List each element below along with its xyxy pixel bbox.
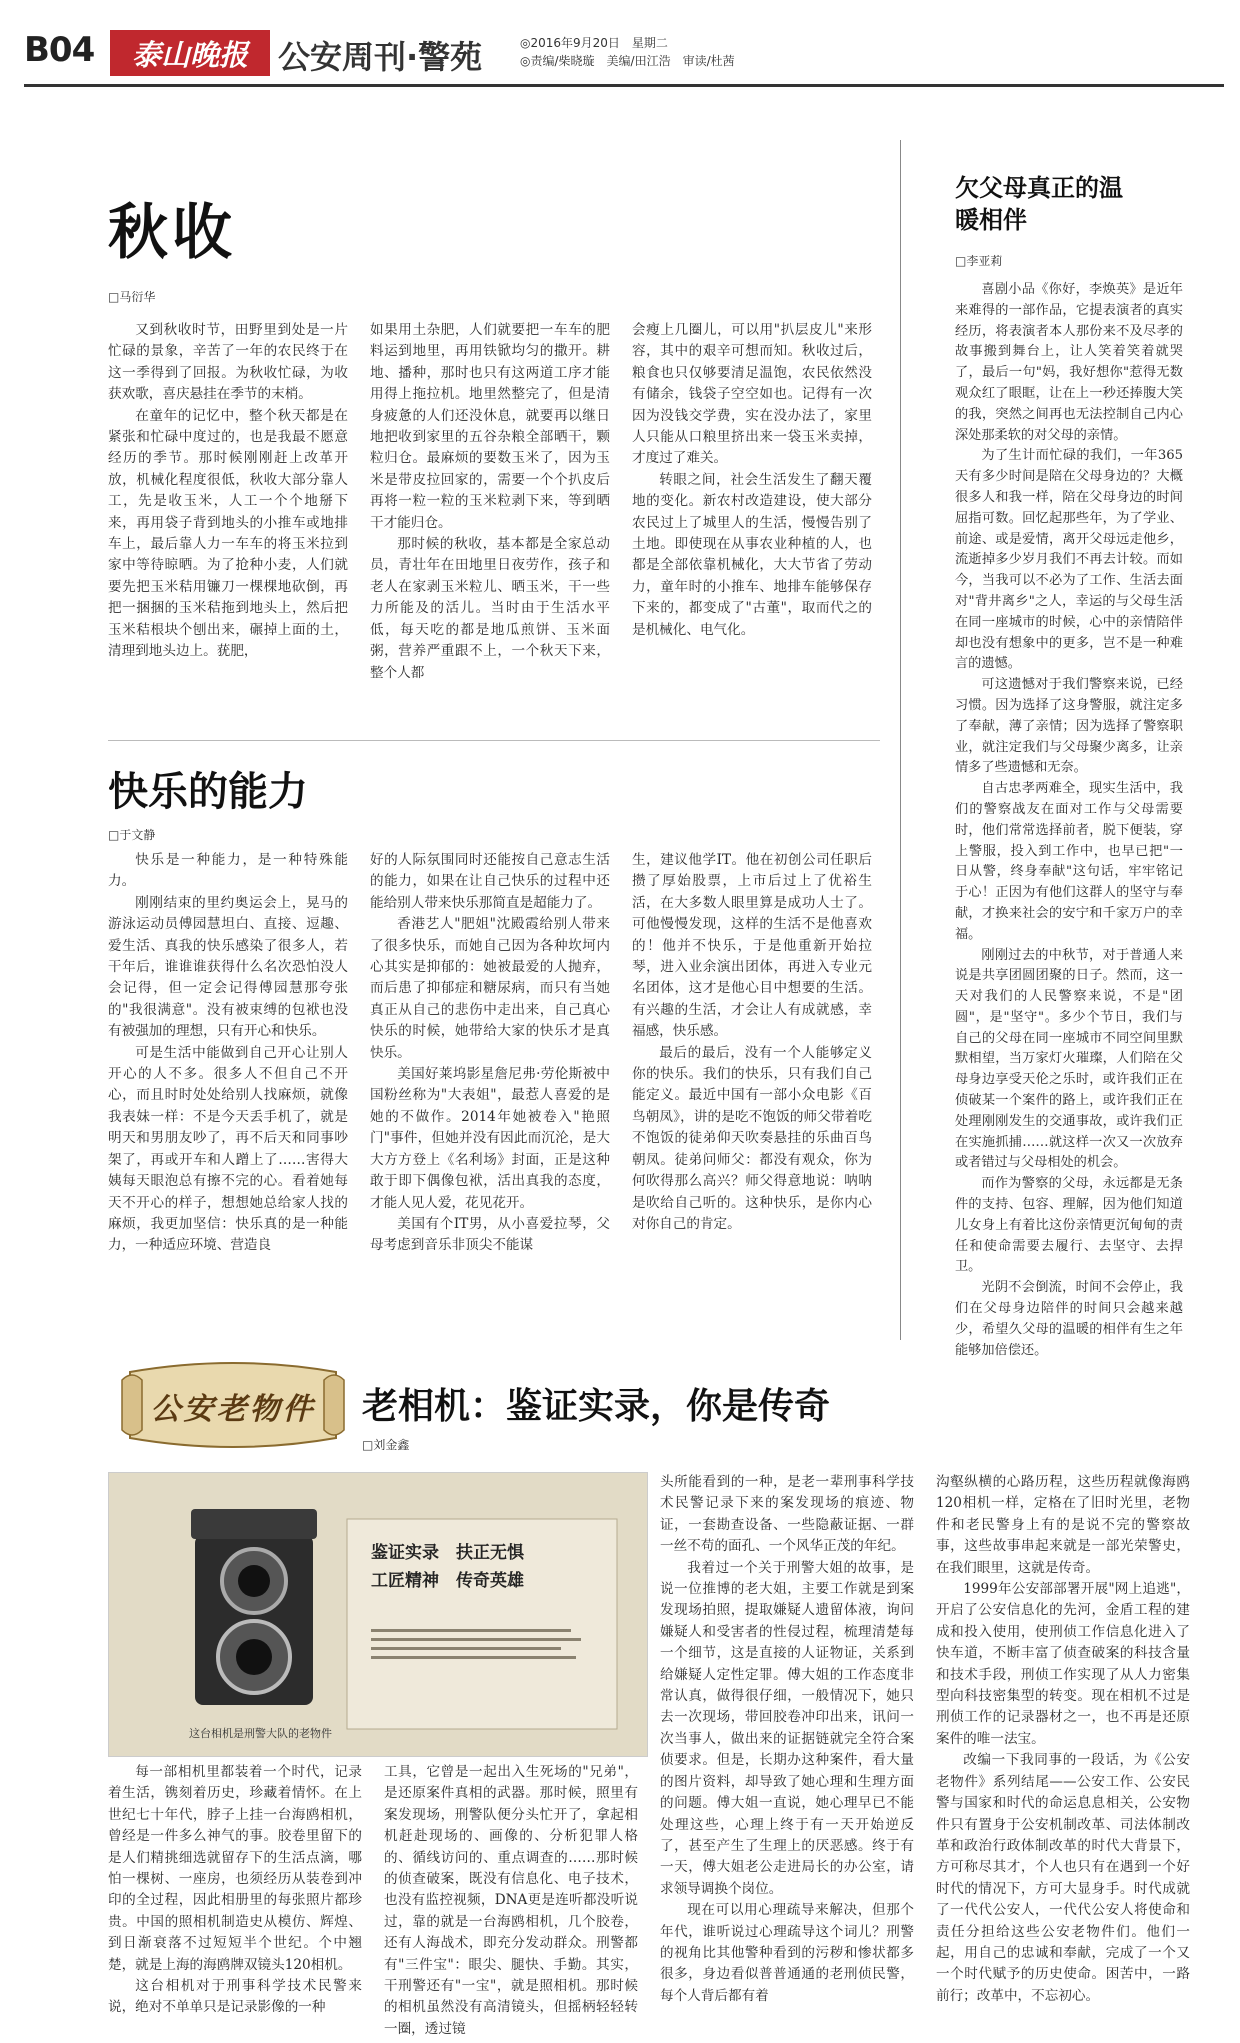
photo-text-lines — [371, 1623, 591, 1665]
paragraph: 改编一下我同事的一段话，为《公安老物件》系列结尾——公安工作、公安民警与国家和时代的命运息息相关，公安物件只有置身于公安机制改革、司法体制改革和政治行政体制改革的时代大背景下，方可称尽其才，个人也只有在遇到一个好时代的情况下，方可大显身手。时代成就了一代代公安人，一代代公安人将使命和责任分担给这些公安老物件们。他们一起，用自己的忠诚和奉献，完成了一个又一个时代赋予的历史使命。困苦中，一路前行；改革中，不忘初心。 — [936, 1752, 1190, 2004]
paragraph: 香港艺人"肥姐"沈殿霞给别人带来了很多快乐，而她自己因为各种坎坷内心其实是抑郁的：她被最爱的人抛弃，而后患了抑郁症和糖尿病，而只有当她真正从自己的悲伤中走出来，自己真心快乐的时候，她带给大家的快乐才是真快乐。 — [370, 916, 610, 1061]
paragraph: 那时候的秋收，基本都是全家总动员，青壮年在田地里日夜劳作，孩子和老人在家剥玉米粒儿、晒玉米，干一些力所能及的活儿。当时由于生活水平低，每天吃的都是地瓜煎饼、玉米面粥，营养严重跟不上，一个秋天下来，整个人都 — [370, 536, 610, 681]
editors-line: ◎责编/柴晓璇 美编/田江浩 审读/杜茜 — [520, 54, 735, 68]
paragraph: 现在可以用心理疏导来解决，但那个年代，谁听说过心理疏导这个词儿？刑警的视角比其他警种看到的污秽和惨状都多很多，身边看似普普通通的老刑侦民警，每个人背后都有着 — [660, 1902, 914, 2004]
autumn-column-1 — [108, 320, 348, 663]
paragraph: 1999年公安部部署开展"网上追逃"，开启了公安信息化的先河，金盾工程的建成和投入使用，使刑侦工作信息化进入了快车道，不断丰富了侦查破案的科技含量和技术手段，刑侦工作实现了从人力密集型向科技密集型的转变。现在相机不过是刑侦工作的记录器材之一，也不再是还原案件的唯一法宝。 — [936, 1581, 1190, 1747]
article-title-father: 欠父母真正的温暖相伴 — [955, 174, 1123, 234]
happy-column-1 — [108, 850, 348, 1257]
paragraph: 这台相机对于刑事科学技术民警来说，绝对不单单只是记录影像的一种 — [108, 1978, 362, 2016]
paragraph: 可这遗憾对于我们警察来说，已经习惯。因为选择了这身警服，就注定多了奉献，薄了亲情；因为选择了警察职业，就注定我们与父母聚少离多，让亲情多了些遗憾和无奈。 — [955, 677, 1183, 776]
paragraph: 而作为警察的父母，永远都是无条件的支持、包容、理解，因为他们知道儿女身上有着比这份亲情更沉甸甸的责任和使命需要去履行、去坚守、去捍卫。 — [955, 1176, 1183, 1275]
autumn-column-3 — [632, 320, 872, 641]
paragraph: 快乐是一种能力，是一种特殊能力。 — [108, 852, 348, 890]
paragraph: 又到秋收时节，田野里到处是一片忙碌的景象，辛苦了一年的农民终于在这一季得到了回报。为秋收忙碌，为收获欢歌，喜庆悬挂在季节的末梢。 — [108, 322, 348, 403]
paragraph: 头所能看到的一种，是老一辈刑事科学技术民警记录下来的案发现场的痕迹、物证，一套勘查设备、一些隐蔽证据、一群一丝不苟的面孔、一个风华正茂的年纪。 — [660, 1474, 914, 1555]
paragraph: 刚刚结束的里约奥运会上，晃马的游泳运动员傅园慧坦白、直接、逗趣、爱生活、真我的快乐感染了很多人，若干年后，谁谁谁获得什么名次恐怕没人会记得，但一定会记得傅园慧那夸张的"我很满意"。没有被束缚的包袱也没有被强加的理想，只有开心和快乐。 — [108, 894, 348, 1040]
byline-autumn: □马衍华 — [108, 290, 156, 304]
paragraph: 我着过一个关于刑警大姐的故事，是说一位推博的老大姐，主要工作就是到案发现场拍照，提取嫌疑人遗留体液，询问嫌疑人和受害者的性侵过程，梳理清楚每一个细节，这是直接的人证物证，关系到给嫌疑人定性定罪。傅大姐的工作态度非常认真，做得很仔细，一般情况下，她只去一次现场，带回胶卷冲印出来，讯问一次当事人，做出来的证据链就完全符合案侦要求。但是，长期办这种案件，看大量的图片资料，却导致了她心理和生理方面的问题。傅大姐一直说，她心理早已不能处理这些，心理上终于有一天开始逆反了，甚至产生了生理上的厌恶感。终于有一天，傅大姐老公走进局长的办公室，请求领导调换个岗位。 — [660, 1559, 914, 1897]
header-rule — [24, 84, 1224, 87]
series-badge — [118, 1350, 348, 1460]
paragraph: 沟壑纵横的心路历程，这些历程就像海鸥120相机一样，定格在了旧时光里，老物件和老民警身上有的是说不完的警察故事，这些故事串起来就是一部光荣警史，在我们眼里，这就是传奇。 — [936, 1474, 1190, 1576]
paragraph: 光阴不会倒流，时间不会停止，我们在父母身边陪伴的时间只会越来越少，希望久父母的温暖的相伴有生之年能够加倍偿还。 — [955, 1280, 1183, 1358]
page-code: B04 — [24, 30, 95, 70]
photo-caption: 这台相机是刑警大队的老物件 — [189, 1727, 332, 1740]
paragraph: 在童年的记忆中，整个秋天都是在紧张和忙碌中度过的，也是我最不愿意经历的季节。那时候刚刚赶上改革开放，机械化程度很低，秋收大部分靠人工，先是收玉米，人工一个个地掰下来，再用袋子背到地头的小推车或地排车上，最后靠人力一车车的将玉米拉到家中等待晾晒。为了抢种小麦，人们就要先把玉米秸用镰刀一棵棵地砍倒，再把一捆捆的玉米秸拖到地头上，然后把玉米秸根块个刨出来，碾掉上面的土，清理到地头边上。莸肥， — [108, 407, 348, 660]
paragraph: 会瘦上几圈儿，可以用"扒层皮儿"来形容，其中的艰辛可想而知。秋收过后，粮食也只仅够要清足温饱，农民依然没有储余，钱袋子空空如也。记得有一次因为没钱交学费，实在没办法了，家里人只能从口粮里挤出来一袋玉米卖掉，才度过了难关。 — [632, 322, 872, 467]
section-divider — [108, 740, 880, 741]
paragraph: 如果用土杂肥，人们就要把一车车的肥料运到地里，再用铁锨均匀的撒开。耕地、播种，那时也只有这两道工序才能用得上拖拉机。地里然整完了，但是清身疲惫的人们还没休息，就要再以继日地把收到家里的五谷杂粮全部晒干，颗粒归仓。最麻烦的要数玉米了，因为玉米是带皮拉回家的，需要一个个扒皮后再将一粒一粒的玉米粒剥下来，等到晒干才能归仓。 — [370, 322, 610, 531]
issue-date: ◎2016年9月20日 星期二 — [520, 36, 668, 50]
autumn-column-2 — [370, 320, 610, 684]
byline-camera: □刘金鑫 — [362, 1438, 410, 1452]
camera-column-4 — [936, 1472, 1190, 2007]
article-title-camera: 老相机：鉴证实录，你是传奇 — [362, 1386, 831, 1427]
paragraph: 最后的最后，没有一个人能够定义你的快乐。我们的快乐，只有我们自己能定义。最近中国有一部小众电影《百鸟朝凤》，讲的是吃不饱饭的师父带着吃不饱饭的徒弟仰天吹奏悬挂的乐曲百鸟朝凤。徒弟问师父：都没有观众，你为何吹得那么高兴？师父得意地说：呐呐是吹给自己听的。这种快乐，是你内心对你自己的肯定。 — [632, 1044, 872, 1232]
header-meta — [520, 34, 735, 70]
happy-column-2 — [370, 850, 610, 1257]
section-title: 公安周刊·警苑 — [278, 38, 483, 76]
paragraph: 好的人际氛围同时还能按自己意志生活的能力，如果在让自己快乐的过程中还能给别人带来快乐那简直是超能力了。 — [370, 852, 610, 911]
camera-column-3 — [660, 1472, 914, 2007]
slogan-line: 工匠精神 传奇英雄 — [371, 1571, 524, 1591]
paragraph: 生，建议他学IT。他在初创公司任职后攒了厚始股票，上市后过上了优裕生活，在大多数人眼里算是成功人士了。可他慢慢发现，这样的生活不是他喜欢的！他并不快乐，于是他重新开始拉琴，进入业余演出团体，再进入专业元名团体，这才是他心目中想要的生活。有兴趣的生活，才会让人有成就感，幸福感，快乐感。 — [632, 852, 872, 1040]
article-title-autumn: 秋收 — [108, 198, 236, 268]
byline-father: □李亚莉 — [955, 254, 1003, 268]
slogan-line: 鉴证实录 扶正无惧 — [371, 1543, 524, 1563]
newspaper-logo: 泰山晚报 — [110, 30, 270, 76]
happy-column-3 — [632, 850, 872, 1235]
paragraph: 工具，它曾是一起出入生死场的"兄弟"，是还原案件真相的武器。那时候，照里有案发现场，刑警队便分头忙开了，拿起相机赶赴现场的、画像的、分析犯罪人格的、循线访问的、重点调查的……那时候的侦查破案，既没有信息化、电子技术，也没有监控视频，DNA更是连听都没听说过，靠的就是一台海鸥相机，几个胶卷，还有人海战术，即充分发动群众。刑警都有"三件宝"：眼尖、腿快、手勤。其实，干刑警还有"一宝"，就是照相机。那时候的相机虽然没有高清镜头，但摇柄轻轻转一圈，透过镜 — [384, 1764, 638, 2037]
twin-lens-camera-icon — [109, 1473, 648, 1757]
paragraph: 转眼之间，社会生活发生了翻天覆地的变化。新农村改造建设，使大部分农民过上了城里人的生活，慢慢告别了土地。即使现在从事农业种植的人，也都是全部依靠机械化，大大节省了劳动力，童年时的小推车、地排车能够保存下来的，都变成了"古董"，取而代之的是机械化、电气化。 — [632, 471, 872, 638]
camera-column-2 — [384, 1762, 638, 2040]
paragraph: 美国有个IT男，从小喜爱拉琴，父母考虑到音乐非顶尖不能谋 — [370, 1215, 610, 1254]
paragraph: 每一部相机里都装着一个时代，记录着生活，镌刻着历史，珍藏着情怀。在上世纪七十年代，脖子上挂一台海鸥相机，曾经是一件多么神气的事。胶卷里留下的是人们精挑细选就留存下的生活点滴，哪怕一棵树、一座房，也须经历从装卷到冲印的全过程，因此相册里的每张照片都珍贵。中国的照相机制造史从模仿、辉煌、到日渐衰落不过短短半个世纪。个中翘楚，就是上海的海鸥牌双镜头120相机。 — [108, 1764, 362, 1973]
paragraph: 自古忠孝两难全，现实生活中，我们的警察战友在面对工作与父母需要时，他们常常选择前者，脱下便装，穿上警服，投入到工作中，也早已把"一日从警，终身奉献"这句话，牢牢铭记于心！正因为有他们这群人的坚守与奉献，才换来社会的安宁和千家万户的幸福。 — [955, 781, 1183, 942]
column-divider — [900, 140, 901, 1340]
paragraph: 为了生计而忙碌的我们，一年365天有多少时间是陪在父母身边的？大概很多人和我一样，陪在父母身边的时间屈指可数。回忆起那些年，为了学业、前途、或是爱情，离开父母远走他乡，流逝掉多少岁月我们不再去计较。而如今，当我可以不必为了工作、生活去面对"背井离乡"之人，幸运的与父母生活在同一座城市的时候，心中的亲情陪伴却也没有想象中的更多，岂不是一种难言的遗憾。 — [955, 448, 1183, 672]
article-title-happy: 快乐的能力 — [108, 769, 308, 815]
byline-happy: □于文静 — [108, 828, 156, 842]
paragraph: 刚刚过去的中秋节，对于普通人来说是共享团圆团聚的日子。然而，这一天对我们的人民警察来说，不是"团圆"，是"坚守"。多少个节日，我们与自己的父母在同一座城市不同空间里默默相望，当万家灯火璀璨，人们陪在父母身边享受天伦之乐时，或许我们正在侦破某一个案件的路上，或许我们正在处理刚刚发生的交通事故，或许我们正在实施抓捕……就这样一次又一次放弃或者错过与父母相处的机会。 — [955, 947, 1183, 1171]
badge-label: 公安老物件 — [150, 1392, 316, 1427]
paragraph: 喜剧小品《你好，李焕英》是近年来难得的一部作品，它提表演者的真实经历，将表演者本人那份来不及尽孝的故事搬到舞台上，让人笑着笑着就哭了，最后一句"妈，我好想你"惹得无数观众红了眼眶，让在上一秒还捧腹大笑的我，突然之间再也无法控制自己内心深处那柔软的对父母的亲情。 — [955, 282, 1183, 443]
paragraph: 可是生活中能做到自己开心让别人开心的人不多。很多人不但自己不开心，而且时时处处给别人找麻烦，就像我表妹一样：不是今天丢手机了，就是明天和男朋友吵了，再不后天和同事吵架了，再或开车和人蹭上了……害得大姨每天眼泡总有擦不完的心。看着她每天不开心的样子，想想她总给家人找的麻烦，我更加坚信：快乐真的是一种能力，一种适应环境、营造良 — [108, 1044, 348, 1254]
paragraph: 美国好莱坞影星詹尼弗·劳伦斯被中国粉丝称为"大表姐"，最惹人喜爱的是她的不做作。2014年她被卷入"艳照门"事件，但她并没有因此而沉沦，是大大方方登上《名利场》封面，正是这种敢于即下偶像包袱，活出真我的态度，才能人见人爱，花见花开。 — [370, 1066, 610, 1211]
camera-column-1 — [108, 1762, 362, 2019]
camera-photo — [108, 1472, 648, 1757]
father-column — [955, 280, 1183, 1361]
photo-slogan — [371, 1539, 524, 1595]
